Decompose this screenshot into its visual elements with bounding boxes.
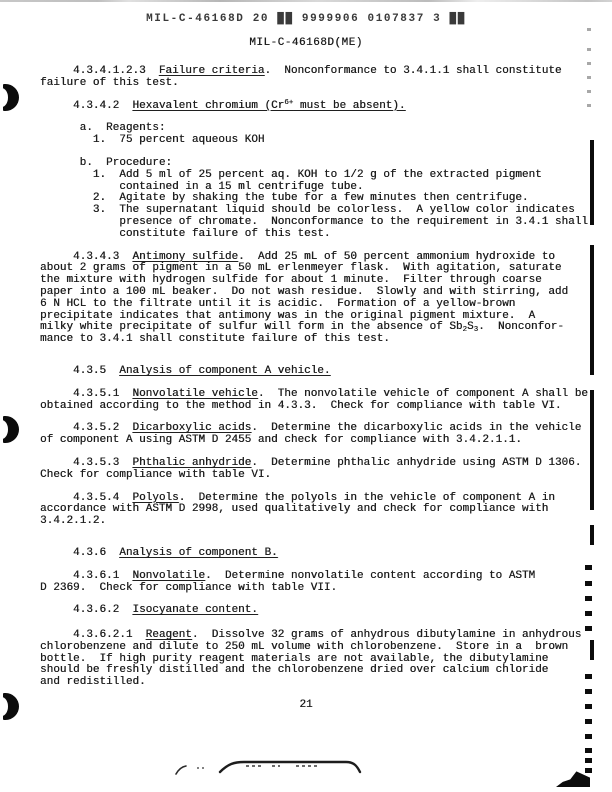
text-line: 2. Agitate by shaking the tube for a few minutes then centrifuge.	[40, 192, 529, 205]
text-line: 1. Add 5 ml of 25 percent aq. KOH to 1/2 g of the extracted pigment	[40, 168, 542, 181]
binder-blob-artifact	[3, 416, 19, 443]
faint-mark-artifact	[587, 28, 591, 31]
scan-edge-bar-artifact	[590, 640, 594, 660]
registration-mark-artifact	[585, 565, 592, 570]
text-line: constitute failure of this test.	[40, 227, 331, 240]
paragraph	[40, 66, 585, 90]
text-line: presence of chromate. Nonconformance to the requirement in 3.4.1 shall	[40, 215, 588, 228]
scan-top-edge-artifact	[0, 0, 612, 2]
registration-mark-artifact	[585, 689, 592, 694]
text-line: 4.3.4.2 Hexavalent chromium ($Cr^{6+}$ must be absent).	[40, 98, 406, 112]
text-line: about 2 grams of pigment in a 50 mL erlenmeyer flask. With agitation, saturate	[40, 262, 562, 275]
text-line: failure of this test.	[40, 76, 179, 89]
registration-mark-artifact	[585, 626, 592, 631]
text-line: should be freshly distilled and the chlorobenzene dried over calcium chloride	[40, 664, 549, 677]
paragraph	[40, 458, 585, 482]
text-line: milky white precipitate of sulfur will form in the absence of $Sb_2S_3$. Nonconfor-	[40, 321, 564, 335]
registration-mark-artifact	[585, 611, 592, 616]
text-line: 4.3.5.1 Nonvolatile vehicle. The nonvolatile vehicle of component A shall be	[40, 387, 588, 400]
text-line: 4.3.5.3 Phthalic anhydride. Determine phthalic anhydride using ASTM D 1306.	[40, 456, 582, 469]
registration-mark-artifact	[585, 768, 592, 773]
registration-mark-artifact	[585, 719, 592, 724]
text-line: a. Reagents:	[40, 122, 166, 135]
text-line: 3. The supernatant liquid should be colorless. A yellow color indicates	[40, 204, 575, 217]
bottom-smudge-artifact	[168, 755, 388, 781]
scan-edge-bar-artifact	[590, 390, 594, 510]
paragraph	[40, 571, 585, 595]
paragraph	[40, 605, 585, 617]
text-line: 4.3.6.2.1 Reagent. Dissolve 32 grams of anhydrous dibutylamine in anhydrous	[40, 629, 582, 642]
scan-edge-bar-artifact	[590, 140, 594, 225]
text-line: 4.3.6.2 Isocyanate content.	[40, 604, 258, 617]
header-ocr-line: MIL-C-46168D 20 ██ 9999906 0107837 3 ██	[146, 13, 466, 25]
document-body	[40, 65, 588, 689]
text-line: mance to 3.4.1 shall constitute failure of this test.	[40, 333, 390, 346]
text-line: 4.3.5.2 Dicarboxylic acids. Determine the dicarboxylic acids in the vehicle	[40, 422, 582, 435]
registration-mark-artifact	[585, 758, 592, 763]
text-line: 4.3.5.4 Polyols. Determine the polyols in the vehicle of component A in	[40, 491, 555, 504]
text-line: 4.3.4.3 Antimony sulfide. Add 25 mL of 50 percent ammonium hydroxide to	[40, 250, 555, 263]
faint-mark-artifact	[587, 104, 591, 107]
paragraph	[40, 366, 585, 378]
registration-mark-artifact	[585, 704, 592, 709]
paragraph	[40, 630, 585, 689]
text-line: Check for compliance with table VI.	[40, 468, 272, 481]
faint-mark-artifact	[587, 76, 591, 79]
registration-mark-artifact	[585, 748, 592, 753]
text-line: 3.4.2.1.2.	[40, 515, 107, 528]
text-line: 1. 75 percent aqueous KOH	[40, 134, 265, 147]
paragraph	[40, 156, 588, 241]
paragraph	[40, 123, 585, 147]
page-number: 21	[299, 699, 313, 711]
text-line: chlorobenzene and dilute to 250 mL volume with chlorobenzene. Store in a brown	[40, 640, 569, 653]
text-line: of component A using ASTM D 2455 and check for compliance with 3.4.2.1.1.	[40, 434, 522, 447]
text-line: 4.3.4.1.2.3 Failure criteria. Nonconformance to 3.4.1.1 shall constitute	[40, 65, 562, 77]
text-line: paper into a 100 mL beaker. Do not wash residue. Slowly and with stirring, add	[40, 285, 569, 298]
text-line: the mixture with hydrogen sulfide for about 1 minute. Filter through coarse	[40, 274, 542, 287]
text-line: bottle. If high purity reagent materials are not available, the dibutylamine	[40, 652, 549, 665]
faint-mark-artifact	[587, 90, 591, 93]
paragraph	[40, 387, 588, 413]
paragraph	[40, 493, 585, 528]
registration-mark-artifact	[585, 734, 592, 739]
text-line: D 2369. Check for compliance with table VII.	[40, 581, 338, 594]
text-line: precipitate indicates that antimony was in the original pigment mixture. A	[40, 309, 536, 322]
text-line: accordance with ASTM D 2998, used qualitatively and check for compliance with	[40, 503, 549, 516]
text-line: contained in a 15 ml centrifuge tube.	[40, 180, 364, 193]
scan-edge-bar-artifact	[590, 525, 594, 545]
paragraph	[40, 423, 585, 447]
paragraph	[40, 252, 585, 346]
faint-mark-artifact	[587, 48, 591, 51]
paragraph	[40, 548, 585, 560]
text-line: 4.3.5 Analysis of component A vehicle.	[40, 364, 331, 377]
registration-mark-artifact	[585, 596, 592, 601]
paragraph	[40, 98, 585, 113]
scan-edge-bar-artifact	[590, 245, 594, 375]
text-line: and redistilled.	[40, 676, 146, 689]
text-line: 6 N HCL to the filtrate until it is acidic. Formation of a yellow-brown	[40, 297, 516, 310]
text-line: obtained according to the method in 4.3.3. Check for compliance with table VI.	[40, 399, 562, 412]
registration-mark-artifact	[585, 581, 592, 586]
binder-blob-artifact	[3, 693, 19, 720]
text-line: 4.3.6 Analysis of component B.	[40, 546, 278, 559]
faint-mark-artifact	[587, 62, 591, 65]
registration-mark-artifact	[585, 674, 592, 679]
header-doc-id: MIL-C-46168D(ME)	[249, 37, 363, 49]
text-line: b. Procedure:	[40, 156, 173, 169]
binder-blob-artifact	[3, 84, 19, 111]
text-line: 4.3.6.1 Nonvolatile. Determine nonvolatile content according to ASTM	[40, 569, 536, 582]
